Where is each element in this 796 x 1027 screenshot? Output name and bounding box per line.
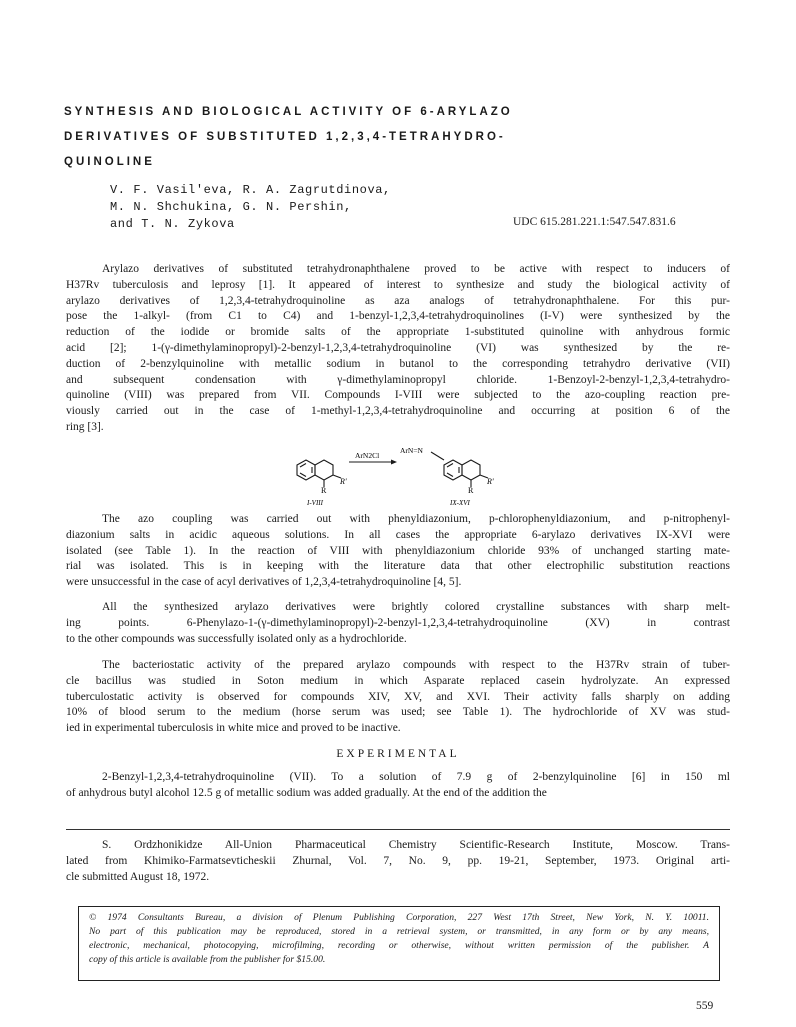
text-line: tuberculostatic activity is observed for compounds XIV, XV, and XVI. Their activity falls sharply on adding	[66, 690, 730, 703]
text-line: All the synthesized arylazo derivatives were brightly colored crystalline substances with sharp melt-	[102, 601, 730, 613]
text-line: to the other compounds was successfully isolated only as a hydrochloride.	[66, 632, 407, 645]
start-compound-label: I-VIII	[307, 499, 323, 507]
affiliation-footnote	[66, 838, 730, 885]
text-line: duction of 2-benzylquinoline with metallic sodium in butanol to the corresponding tetrahydro derivative (VII)	[66, 357, 730, 370]
start-r-label: R	[321, 486, 327, 495]
text-line: quinoline (VIII) was prepared from VII. Compounds I-VIII were subjected to the azo-coupling reaction pre-	[66, 389, 730, 402]
text-line: rial was isolated. This is in keeping with the literature data that other electrophilic substitution reactions	[66, 560, 730, 573]
text-line: copy of this article is available from the publisher for $15.00.	[89, 954, 326, 965]
text-line: ring [3].	[66, 420, 104, 433]
product-r-prime-label: R'	[487, 477, 494, 486]
product-r-label: R	[468, 486, 474, 495]
intro-paragraph	[66, 262, 730, 436]
text-line: viously carried out in the case of 1-methyl-1,2,3,4-tetrahydroquinoline and occurring at position 6 of the	[66, 405, 730, 418]
text-line: H37Rv tuberculosis and leprosy [1]. It appeared of interest to synthesize and study the biological activity of	[66, 278, 730, 291]
text-line: of anhydrous butyl alcohol 12.5 g of metallic sodium was added gradually. At the end of the addition the	[66, 786, 547, 799]
text-line: arylazo derivatives of 1,2,3,4-tetrahydroquinoline as aza analogs of tetrahydronaphthalene. For this pur-	[66, 294, 730, 307]
reagent-label: ArN2Cl	[355, 451, 380, 460]
author-line: M. N. Shchukina, G. N. Pershin,	[110, 200, 352, 214]
title-line: SYNTHESIS AND BIOLOGICAL ACTIVITY OF 6-ARYLAZO	[64, 106, 513, 118]
udc-code: UDC 615.281.221.1:547.547.831.6	[513, 216, 676, 228]
reaction-scheme	[285, 440, 545, 510]
page-number: 559	[696, 1000, 714, 1012]
text-line: cle bacillus was studied in Soton medium in which Asparate replaced casein hydrolyzate. An expressed	[66, 674, 730, 687]
text-line: lated from Khimiko-Farmatsevticheskii Zhurnal, Vol. 7, No. 9, pp. 19-21, September, 1973. Original arti-	[66, 854, 730, 867]
product-structure	[431, 452, 488, 487]
author-line: and T. N. Zykova	[110, 217, 235, 231]
text-line: electronic, mechanical, photocopying, microfilming, recording or otherwise, without written permission of the publisher. A	[89, 940, 709, 951]
author-line: V. F. Vasil'eva, R. A. Zagrutdinova,	[110, 183, 391, 197]
text-line: diazonium salts in acidic aqueous solutions. In all cases the appropriate 6-arylazo derivatives IX-XVI were	[66, 528, 730, 541]
title-line: DERIVATIVES OF SUBSTITUTED 1,2,3,4-TETRAHYDRO-	[64, 131, 506, 143]
text-line: No part of this publication may be reproduced, stored in a retrieval system, or transmitted, in any form or by any means,	[89, 926, 709, 937]
starting-material-structure	[297, 460, 341, 487]
text-line: were unsuccessful in the case of acyl derivatives of 1,2,3,4-tetrahydroquinoline [4, 5].	[66, 576, 462, 589]
experimental-heading: EXPERIMENTAL	[336, 748, 460, 760]
text-line: reduction of the iodide or bromide salts of the appropriate 1-substituted quinoline with anhydrous formic	[66, 326, 730, 339]
text-line: The bacteriostatic activity of the prepared arylazo compounds with respect to the H37Rv strain of tuber-	[102, 659, 730, 671]
text-line: acid [2]; 1-(γ-dimethylaminopropyl)-2-benzyl-1,2,3,4-tetrahydroquinoline (VI) was synthesized by the re-	[66, 341, 730, 354]
text-line: 10% of blood serum to the medium (horse serum was used; see Table 1). The hydrochloride of XV was stud-	[66, 706, 730, 719]
copyright-notice	[78, 906, 720, 981]
arrow-head	[391, 460, 397, 465]
article-title	[64, 100, 664, 175]
footnote-divider	[66, 829, 730, 830]
text-line: cle submitted August 18, 1972.	[66, 870, 210, 883]
author-list	[110, 182, 530, 233]
text-line: 2-Benzyl-1,2,3,4-tetrahydroquinoline (VII). To a solution of 7.9 g of 2-benzylquinoline [6] in 150 ml	[102, 771, 730, 783]
paragraph-properties	[66, 600, 730, 647]
title-line: QUINOLINE	[64, 156, 155, 168]
paragraph-azo-coupling	[66, 512, 730, 591]
start-r-prime-label: R'	[340, 477, 347, 486]
text-line: S. Ordzhonikidze All-Union Pharmaceutical Chemistry Scientific-Research Institute, Moscow. Trans-	[102, 839, 730, 851]
text-line: ied in experimental tuberculosis in white mice and proved to be inactive.	[66, 722, 401, 735]
text-line: pose the 1-alkyl- (from C1 to C4) and 1-benzyl-1,2,3,4-tetrahydroquinolines (I-V) were synthesized by the	[66, 310, 730, 323]
azo-substituent-label: ArN=N	[400, 446, 423, 455]
paragraph-bacteriostatic	[66, 658, 730, 737]
product-compound-label: IX-XVI	[450, 499, 470, 507]
text-line: ing points. 6-Phenylazo-1-(γ-dimethylaminopropyl)-2-benzyl-1,2,3,4-tetrahydroquinoline (XV) in contrast	[66, 616, 730, 629]
text-line: and subsequent condensation with γ-dimethylaminopropyl chloride. 1-Benzoyl-2-benzyl-1,2,3,4-tetrahydro-	[66, 373, 730, 386]
text-line: isolated (see Table 1). In the reaction of VIII with phenyldiazonium chloride 93% of unchanged starting mate-	[66, 544, 730, 557]
text-line: Arylazo derivatives of substituted tetrahydronaphthalene proved to be active with respect to inducers of	[102, 263, 730, 275]
text-line: The azo coupling was carried out with phenyldiazonium, p-chlorophenyldiazonium, and p-nitrophenyl-	[102, 513, 730, 525]
text-line: © 1974 Consultants Bureau, a division of Plenum Publishing Corporation, 227 West 17th Street, New York, N. Y. 10011.	[89, 912, 709, 923]
paragraph-experimental	[66, 770, 730, 802]
